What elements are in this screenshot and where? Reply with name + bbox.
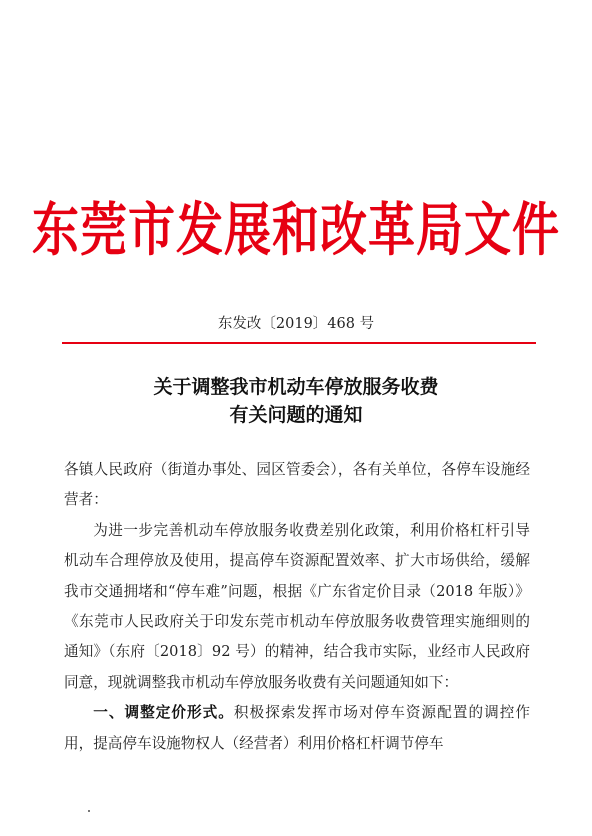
section-1-paragraph [64, 698, 530, 759]
page-mark-dot [88, 810, 90, 812]
notice-title [0, 373, 592, 429]
section-1-text: 积极探索发挥市场对停车资源配置的调控作用，提高停车设施物权人（经营者）利用价格杠杆调节停车 [64, 704, 530, 752]
red-divider-line [62, 342, 536, 344]
notice-title-line-2: 有关问题的通知 [229, 404, 363, 426]
notice-title-line-1: 关于调整我市机动车停放服务收费 [153, 376, 439, 398]
intro-paragraph: 为进一步完善机动车停放服务收费差别化政策，利用价格杠杆引导机动车合理停放及使用，提高停车资源配置效率、扩大市场供给，缓解我市交通拥堵和“停车难”问题，根据《广东省定价目录（2018 年版）》《东莞市人民政府关于印发东莞市机动车停放服务收费管理实施细则的通知》（东府〔2018〕92 号）的精神，结合我市实际，业经市人民政府同意，现就调整我市机动车停放服务收费有关问题通知如下： [64, 521, 530, 691]
addressee-paragraph: 各镇人民政府（街道办事处、园区管委会），各有关单位，各停车设施经营者： [64, 461, 530, 509]
document-body [64, 455, 530, 759]
document-number: 东发改〔2019〕468 号 [217, 316, 375, 332]
document-masthead: 东莞市发展和改革局文件 [32, 197, 560, 265]
section-1-heading: 一、调整定价形式。 [93, 704, 234, 722]
